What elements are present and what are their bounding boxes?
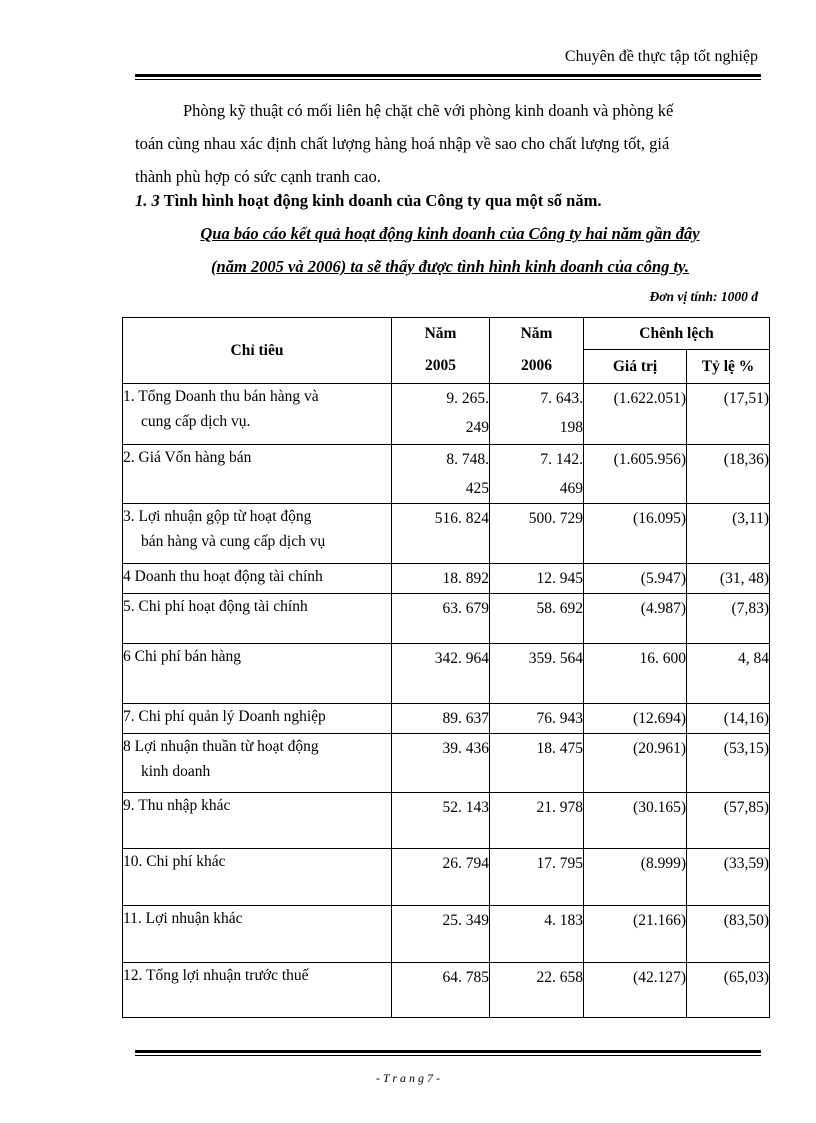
cell-2006: 21. 978 [490, 793, 584, 849]
row-indicator: 8 Lợi nhuận thuần từ hoạt động [123, 738, 319, 755]
cell-2005: 89. 637 [392, 704, 490, 734]
table-row [123, 384, 770, 445]
paragraph-line: thành phù hợp có sức cạnh tranh cao. [135, 167, 381, 186]
page-header-title: Chuyên đề thực tập tốt nghiệp [564, 48, 758, 65]
cell-2005: 516. 824 [392, 504, 490, 564]
row-indicator: 11. Lợi nhuận khác [123, 910, 243, 927]
header-year-2005: 2005 [392, 350, 490, 384]
cell-2005-cont: 425 [465, 480, 489, 497]
cell-diff-ratio: (53,15) [687, 734, 770, 793]
section-number: 1. 3 [135, 191, 160, 210]
row-indicator: 5. Chi phí hoạt động tài chính [123, 598, 308, 615]
cell-2005: 25. 349 [392, 906, 490, 963]
table-row [123, 963, 770, 1018]
cell-diff-value: (16.095) [584, 504, 687, 564]
table-row [123, 594, 770, 644]
cell-2005: 8. 748. [446, 451, 489, 468]
header-year-2006: 2006 [490, 350, 584, 384]
cell-diff-value: (21.166) [584, 906, 687, 963]
cell-2005: 63. 679 [392, 594, 490, 644]
row-indicator: 2. Giá Vốn hàng bán [123, 449, 252, 466]
header-indicator: Chỉ tiêu [123, 318, 392, 384]
row-indicator: 4 Doanh thu hoạt động tài chính [123, 568, 323, 585]
cell-diff-value: (20.961) [584, 734, 687, 793]
header-value: Giá trị [584, 350, 687, 384]
cell-diff-ratio: (83,50) [687, 906, 770, 963]
header-difference: Chênh lệch [584, 318, 770, 350]
paragraph-line: toán cùng nhau xác định chất lượng hàng hoá nhập về sao cho chất lượng tốt, giá [135, 134, 670, 153]
cell-2006: 500. 729 [490, 504, 584, 564]
row-indicator: 10. Chi phí khác [123, 853, 226, 870]
cell-2006: 359. 564 [490, 644, 584, 704]
row-indicator-cont: kinh doanh [141, 763, 211, 780]
cell-diff-value: (42.127) [584, 963, 687, 1018]
cell-diff-ratio: (17,51) [687, 384, 770, 445]
table-row [123, 849, 770, 906]
row-indicator: 1. Tổng Doanh thu bán hàng và [123, 388, 319, 405]
footer-rule [135, 1050, 761, 1056]
cell-2005: 39. 436 [392, 734, 490, 793]
cell-diff-ratio: (7,83) [687, 594, 770, 644]
cell-diff-value: (30.165) [584, 793, 687, 849]
table-row [123, 644, 770, 704]
table-row [123, 734, 770, 793]
cell-2005: 26. 794 [392, 849, 490, 906]
page-number: - T r a n g 7 - [375, 1071, 441, 1085]
unit-note: Đơn vị tính: 1000 đ [649, 289, 758, 304]
intro-line: (năm 2005 và 2006) ta sẽ thấy được tình hình kinh doanh của công ty. [211, 257, 689, 276]
table-row [123, 445, 770, 504]
cell-2006: 7. 142. [540, 451, 583, 468]
cell-diff-ratio: (3,11) [687, 504, 770, 564]
cell-diff-value: 16. 600 [584, 644, 687, 704]
header-year-label: Năm [490, 318, 584, 350]
cell-diff-ratio: (65,03) [687, 963, 770, 1018]
cell-diff-ratio: (57,85) [687, 793, 770, 849]
cell-diff-ratio: (31, 48) [687, 564, 770, 594]
row-indicator: 3. Lợi nhuận gộp từ hoạt động [123, 508, 312, 525]
cell-2006: 58. 692 [490, 594, 584, 644]
cell-2006: 18. 475 [490, 734, 584, 793]
paragraph-line: Phòng kỹ thuật có mối liên hệ chặt chẽ với phòng kinh doanh và phòng kế [183, 101, 674, 120]
cell-2005: 18. 892 [392, 564, 490, 594]
cell-2005: 52. 143 [392, 793, 490, 849]
cell-diff-value: (1.622.051) [584, 384, 687, 445]
cell-2005-cont: 249 [465, 419, 489, 436]
cell-2005: 342. 964 [392, 644, 490, 704]
cell-diff-ratio: (14,16) [687, 704, 770, 734]
header-year-label: Năm [392, 318, 490, 350]
cell-2006: 7. 643. [540, 390, 583, 407]
intro-line: Qua báo cáo kết quả hoạt động kinh doanh của Công ty hai năm gần đây [200, 224, 700, 243]
section-title: Tình hình hoạt động kinh doanh của Công ty qua một số năm. [163, 191, 602, 210]
cell-2006: 12. 945 [490, 564, 584, 594]
cell-2006: 17. 795 [490, 849, 584, 906]
cell-2006: 76. 943 [490, 704, 584, 734]
cell-diff-ratio: (33,59) [687, 849, 770, 906]
business-results-table [122, 317, 770, 1018]
row-indicator: 12. Tổng lợi nhuận trước thuế [123, 967, 309, 984]
cell-2006: 4. 183 [490, 906, 584, 963]
body-paragraph [135, 94, 761, 193]
row-indicator-cont: bán hàng và cung cấp dịch vụ [141, 533, 326, 550]
cell-diff-value: (8.999) [584, 849, 687, 906]
row-indicator-cont: cung cấp dịch vụ. [141, 413, 251, 430]
table-row [123, 564, 770, 594]
table-row [123, 504, 770, 564]
row-indicator: 6 Chi phí bán hàng [123, 648, 241, 665]
table-row [123, 906, 770, 963]
cell-diff-value: (1.605.956) [584, 445, 687, 504]
cell-2006: 22. 658 [490, 963, 584, 1018]
row-indicator: 7. Chi phí quản lý Doanh nghiệp [123, 708, 326, 725]
cell-diff-ratio: 4, 84 [687, 644, 770, 704]
header-rule [135, 74, 761, 80]
cell-2006-cont: 198 [559, 419, 583, 436]
cell-diff-value: (5.947) [584, 564, 687, 594]
cell-diff-value: (12.694) [584, 704, 687, 734]
cell-diff-ratio: (18,36) [687, 445, 770, 504]
header-ratio: Tỷ lệ % [687, 350, 770, 384]
cell-diff-value: (4.987) [584, 594, 687, 644]
cell-2006-cont: 469 [559, 480, 583, 497]
table-row [123, 793, 770, 849]
section-heading [135, 191, 601, 211]
row-indicator: 9. Thu nhập khác [123, 797, 231, 814]
cell-2005: 9. 265. [446, 390, 489, 407]
cell-2005: 64. 785 [392, 963, 490, 1018]
table-row [123, 704, 770, 734]
